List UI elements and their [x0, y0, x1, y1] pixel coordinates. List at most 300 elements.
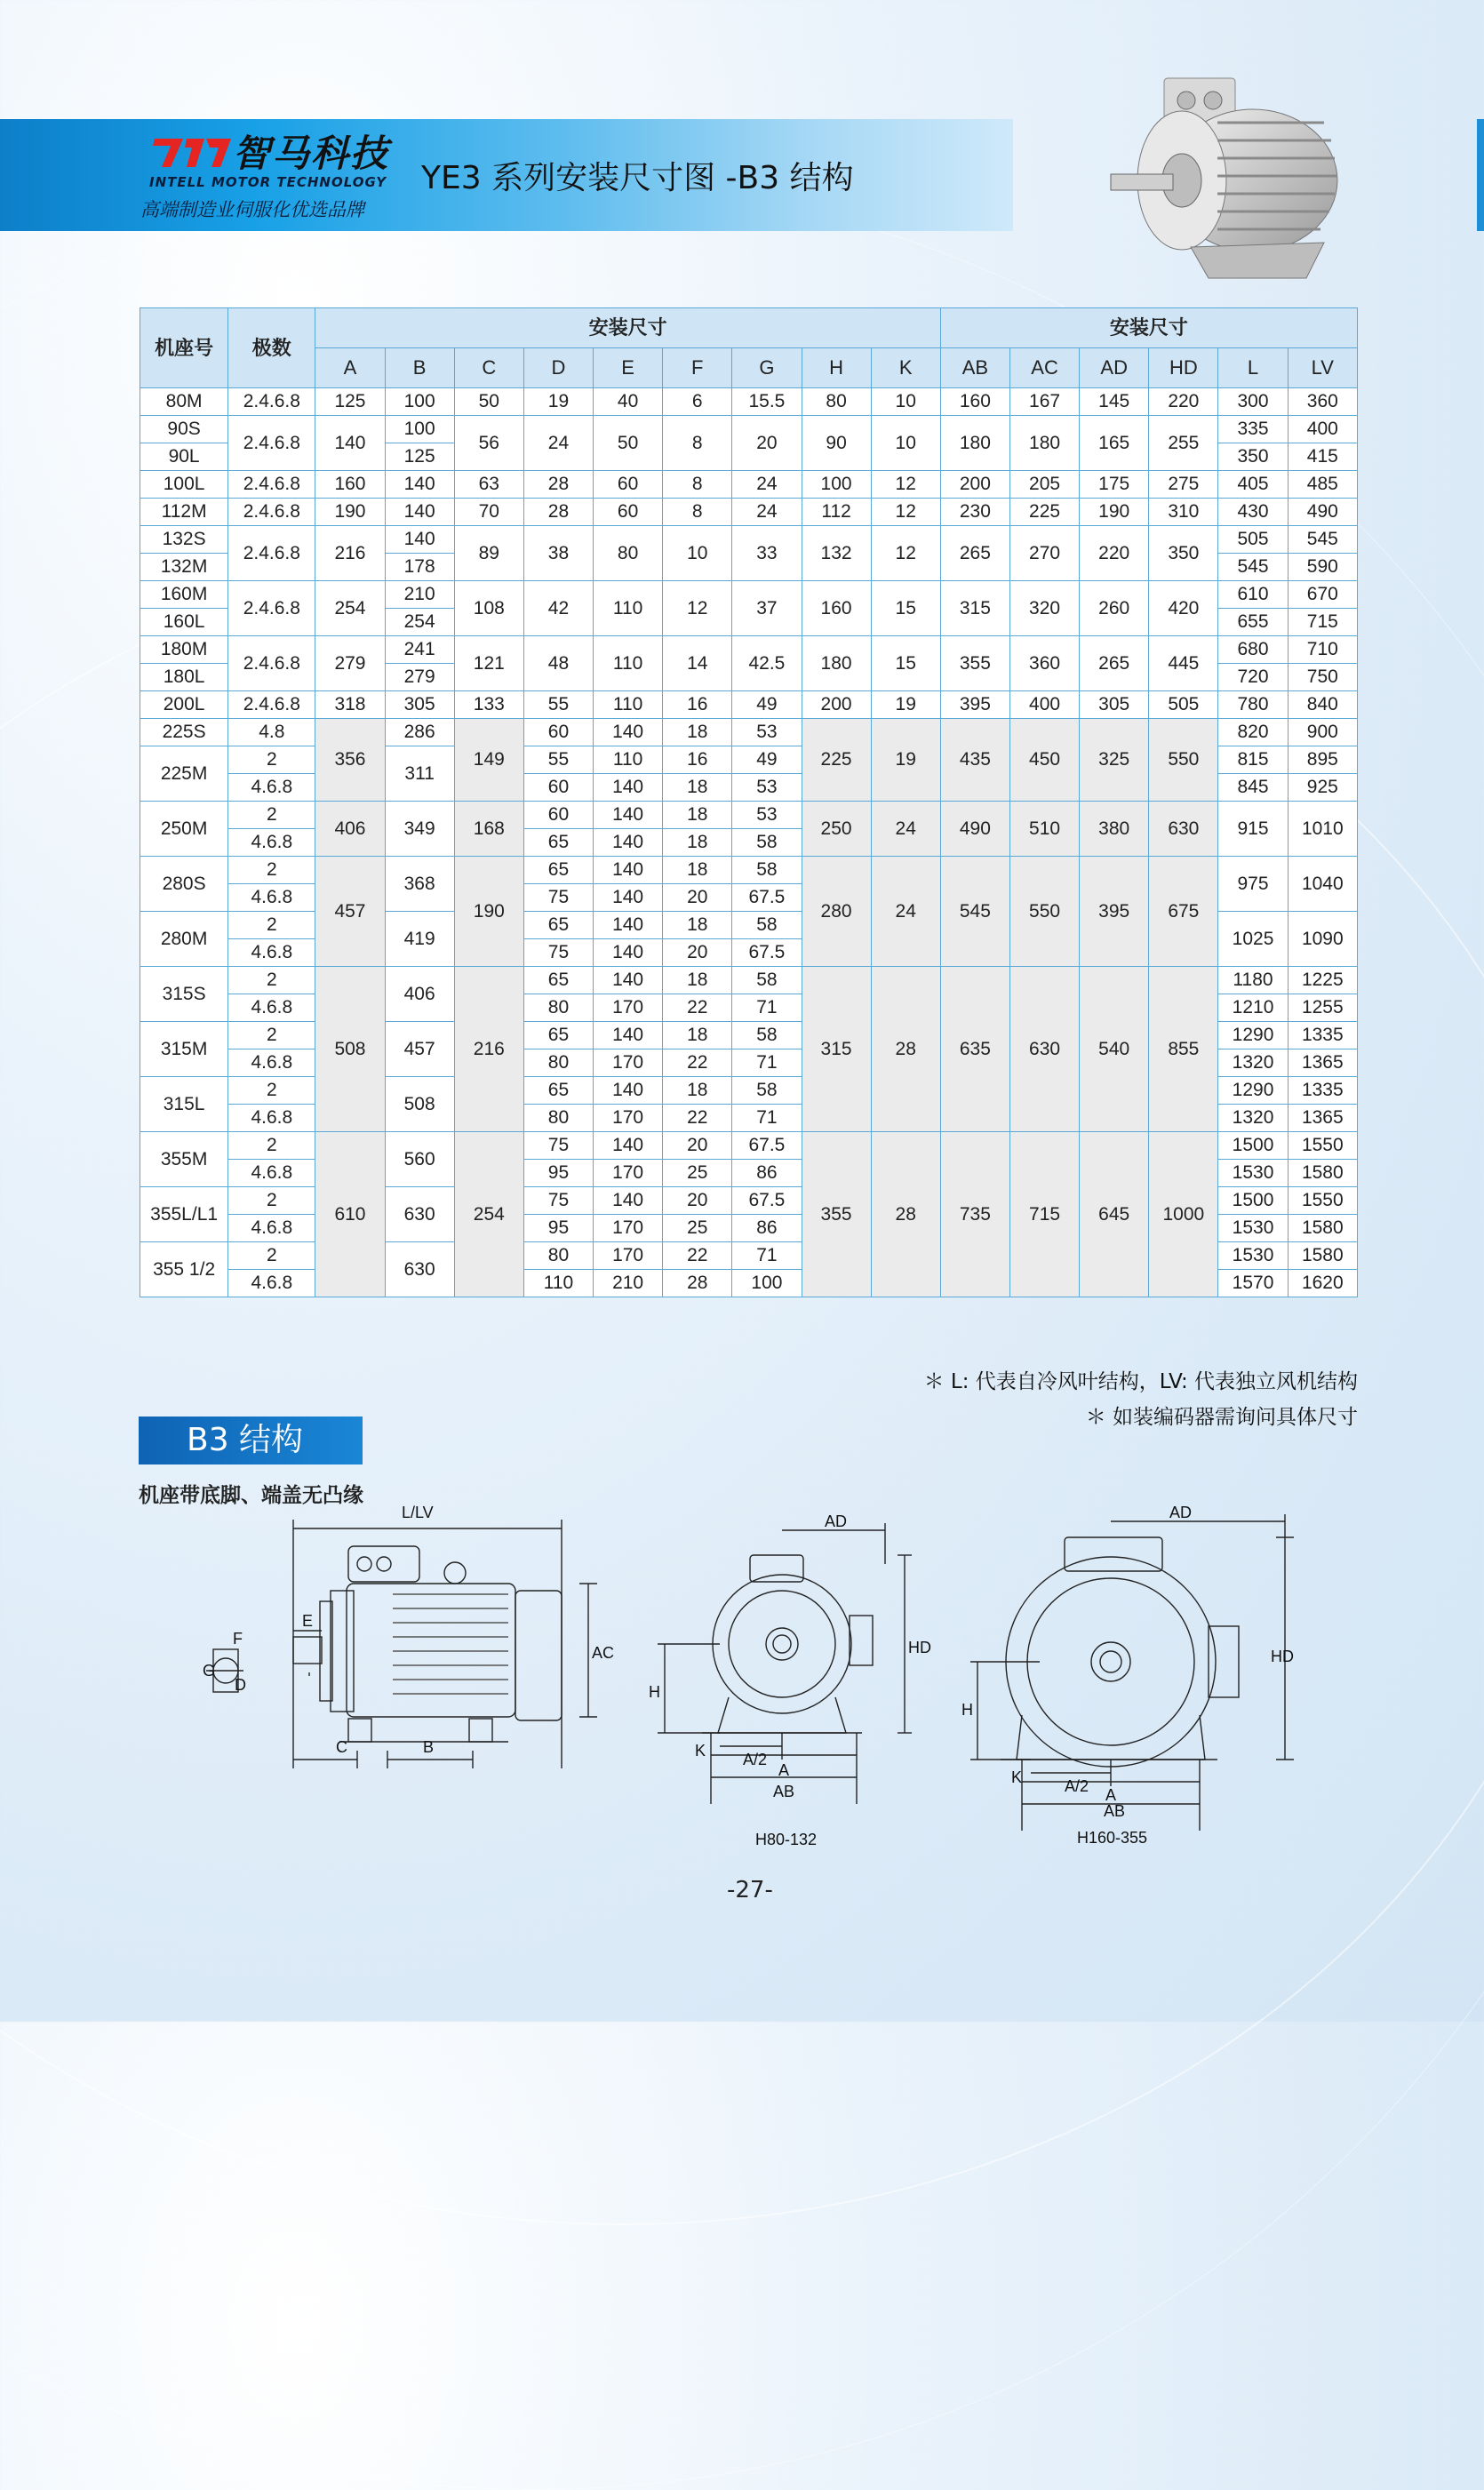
dim-g: G: [203, 1662, 216, 1680]
col-header: AC: [1009, 348, 1079, 388]
table-cell: 33: [732, 526, 802, 581]
header-group-1: 安装尺寸: [315, 308, 940, 348]
table-cell: 1365: [1288, 1049, 1357, 1077]
table-cell: 675: [1149, 857, 1218, 967]
dimension-table: [140, 307, 1358, 1297]
table-cell: 110: [523, 1270, 593, 1297]
table-cell: 100L: [140, 471, 228, 499]
table-cell: 4.6.8: [228, 1105, 315, 1132]
table-cell: 205: [1009, 471, 1079, 499]
table-cell: 132S: [140, 526, 228, 554]
col-header: G: [732, 348, 802, 388]
table-cell: 167: [1009, 388, 1079, 416]
table-cell: 112M: [140, 499, 228, 526]
table-cell: 80: [523, 1105, 593, 1132]
table-cell: 80: [523, 1242, 593, 1270]
table-cell: 4.6.8: [228, 774, 315, 802]
table-cell: 18: [663, 857, 732, 884]
table-cell: 1290: [1218, 1077, 1288, 1105]
table-cell: 16: [663, 691, 732, 719]
table-cell: 315: [940, 581, 1009, 636]
col-header: H: [802, 348, 871, 388]
table-cell: 140: [385, 499, 454, 526]
dim-ab: AB: [773, 1783, 795, 1800]
table-cell: 24: [871, 857, 940, 967]
table-cell: 8: [663, 499, 732, 526]
table-cell: 2: [228, 857, 315, 884]
table-cell: 925: [1288, 774, 1357, 802]
table-cell: 349: [385, 802, 454, 857]
table-cell: 715: [1288, 609, 1357, 636]
table-row: [140, 636, 1358, 664]
table-cell: 200: [940, 471, 1009, 499]
table-cell: 12: [871, 471, 940, 499]
table-cell: 53: [732, 802, 802, 829]
table-cell: 18: [663, 967, 732, 994]
table-cell: 90S: [140, 416, 228, 443]
table-cell: 65: [523, 829, 593, 857]
table-cell: 2.4.6.8: [228, 581, 315, 636]
col-header: K: [871, 348, 940, 388]
table-cell: 18: [663, 829, 732, 857]
table-cell: 75: [523, 939, 593, 967]
table-cell: 121: [454, 636, 523, 691]
table-cell: 100: [732, 1270, 802, 1297]
table-cell: 90L: [140, 443, 228, 471]
table-cell: 140: [594, 1077, 663, 1105]
table-cell: 750: [1288, 664, 1357, 691]
drawing-caption-h160-355: H160-355: [1077, 1829, 1148, 1847]
table-cell: 190: [454, 857, 523, 967]
table-cell: 680: [1218, 636, 1288, 664]
table-cell: 49: [732, 746, 802, 774]
table-cell: 28: [663, 1270, 732, 1297]
table-cell: 4.6.8: [228, 1215, 315, 1242]
table-cell: 630: [385, 1187, 454, 1242]
table-cell: 55: [523, 691, 593, 719]
table-cell: 67.5: [732, 939, 802, 967]
table-cell: 112: [802, 499, 871, 526]
table-cell: 55: [523, 746, 593, 774]
table-cell: 457: [315, 857, 385, 967]
dim-h: H: [649, 1683, 660, 1701]
dim-a: A: [778, 1761, 790, 1779]
dim-a: A: [1105, 1786, 1117, 1804]
table-cell: 18: [663, 912, 732, 939]
page-number: -27-: [727, 1877, 773, 1903]
table-cell: 2.4.6.8: [228, 471, 315, 499]
table-cell: 140: [594, 829, 663, 857]
table-cell: 15.5: [732, 388, 802, 416]
header-edge: [1477, 119, 1484, 231]
table-cell: 71: [732, 1242, 802, 1270]
table-cell: 58: [732, 967, 802, 994]
table-cell: 1570: [1218, 1270, 1288, 1297]
table-cell: 180: [802, 636, 871, 691]
table-cell: 50: [454, 388, 523, 416]
table-cell: 1500: [1218, 1132, 1288, 1160]
table-cell: 20: [663, 939, 732, 967]
table-cell: 210: [385, 581, 454, 609]
header-poles: 极数: [228, 308, 315, 388]
table-cell: 4.6.8: [228, 1160, 315, 1187]
table-cell: 38: [523, 526, 593, 581]
table-cell: 590: [1288, 554, 1357, 581]
table-cell: 1320: [1218, 1105, 1288, 1132]
table-cell: 1550: [1288, 1132, 1357, 1160]
table-cell: 255: [1149, 416, 1218, 471]
table-cell: 75: [523, 884, 593, 912]
page-title: YE3 系列安装尺寸图 -B3 结构: [421, 160, 854, 196]
table-cell: 25: [663, 1215, 732, 1242]
table-cell: 140: [594, 939, 663, 967]
table-cell: 610: [1218, 581, 1288, 609]
table-cell: 140: [594, 857, 663, 884]
table-cell: 60: [523, 719, 593, 746]
table-row: [140, 1132, 1358, 1160]
table-cell: 445: [1149, 636, 1218, 691]
table-cell: 210: [594, 1270, 663, 1297]
table-cell: 22: [663, 1105, 732, 1132]
table-cell: 355 1/2: [140, 1242, 228, 1297]
table-cell: 655: [1218, 609, 1288, 636]
table-row: [140, 416, 1358, 443]
table-cell: 2: [228, 967, 315, 994]
note-l-lv: ＊ L: 代表自冷风叶结构，LV: 代表独立风机结构: [923, 1370, 1358, 1393]
table-cell: 1090: [1288, 912, 1357, 967]
dim-h: H: [961, 1701, 973, 1719]
table-cell: 216: [315, 526, 385, 581]
table-cell: 2: [228, 746, 315, 774]
table-cell: 315M: [140, 1022, 228, 1077]
table-cell: 415: [1288, 443, 1357, 471]
table-cell: 315L: [140, 1077, 228, 1132]
table-cell: 165: [1080, 416, 1149, 471]
dim-hd: HD: [908, 1639, 931, 1656]
front-view-h80-132: [640, 1511, 933, 1857]
table-cell: 140: [594, 912, 663, 939]
table-cell: 280M: [140, 912, 228, 967]
table-cell: 170: [594, 1160, 663, 1187]
table-row: [140, 857, 1358, 884]
table-cell: 630: [385, 1242, 454, 1297]
table-cell: 63: [454, 471, 523, 499]
table-cell: 170: [594, 994, 663, 1022]
table-cell: 1530: [1218, 1160, 1288, 1187]
table-cell: 75: [523, 1187, 593, 1215]
table-cell: 630: [1009, 967, 1079, 1132]
table-cell: 178: [385, 554, 454, 581]
table-cell: 635: [940, 967, 1009, 1132]
table-cell: 24: [732, 471, 802, 499]
table-cell: 855: [1149, 967, 1218, 1132]
table-cell: 170: [594, 1049, 663, 1077]
table-cell: 80: [523, 994, 593, 1022]
table-cell: 160: [315, 471, 385, 499]
table-cell: 320: [1009, 581, 1079, 636]
table-cell: 67.5: [732, 1132, 802, 1160]
table-cell: 67.5: [732, 884, 802, 912]
table-cell: 225: [802, 719, 871, 802]
table-cell: 270: [1009, 526, 1079, 581]
table-cell: 12: [663, 581, 732, 636]
table-cell: 20: [663, 1132, 732, 1160]
table-row: [140, 691, 1358, 719]
table-cell: 1225: [1288, 967, 1357, 994]
table-cell: 58: [732, 1022, 802, 1049]
col-header: C: [454, 348, 523, 388]
table-cell: 840: [1288, 691, 1357, 719]
table-cell: 80: [802, 388, 871, 416]
col-header: A: [315, 348, 385, 388]
table-cell: 65: [523, 1022, 593, 1049]
table-cell: 260: [1080, 581, 1149, 636]
col-header: LV: [1288, 348, 1357, 388]
table-cell: 915: [1218, 802, 1288, 857]
table-cell: 160: [940, 388, 1009, 416]
table-cell: 420: [1149, 581, 1218, 636]
table-cell: 42: [523, 581, 593, 636]
table-cell: 780: [1218, 691, 1288, 719]
table-cell: 70: [454, 499, 523, 526]
table-cell: 2: [228, 802, 315, 829]
table-cell: 71: [732, 1049, 802, 1077]
table-cell: 145: [1080, 388, 1149, 416]
table-cell: 12: [871, 499, 940, 526]
table-cell: 355L/L1: [140, 1187, 228, 1242]
table-cell: 42.5: [732, 636, 802, 691]
table-cell: 355: [940, 636, 1009, 691]
dim-c: C: [336, 1738, 347, 1756]
table-cell: 50: [594, 416, 663, 471]
table-cell: 4.6.8: [228, 1270, 315, 1297]
table-cell: 40: [594, 388, 663, 416]
col-header: D: [523, 348, 593, 388]
table-cell: 545: [1288, 526, 1357, 554]
table-cell: 710: [1288, 636, 1357, 664]
table-cell: 1620: [1288, 1270, 1357, 1297]
table-cell: 18: [663, 1022, 732, 1049]
table-cell: 10: [871, 416, 940, 471]
front-view-h160-355: [951, 1502, 1306, 1857]
table-cell: 110: [594, 636, 663, 691]
table-cell: 22: [663, 994, 732, 1022]
dim-d: D: [235, 1676, 246, 1694]
table-cell: 2: [228, 1242, 315, 1270]
table-cell: 16: [663, 746, 732, 774]
table-cell: 630: [1149, 802, 1218, 857]
dim-k: K: [1011, 1768, 1023, 1786]
table-cell: 24: [523, 416, 593, 471]
section-badge: B3 结构: [139, 1417, 363, 1464]
table-cell: 100: [385, 416, 454, 443]
table-cell: 149: [454, 719, 523, 802]
table-cell: 160: [802, 581, 871, 636]
table-cell: 360: [1009, 636, 1079, 691]
table-cell: 67.5: [732, 1187, 802, 1215]
table-cell: 250: [802, 802, 871, 857]
motor-photo: [1102, 69, 1351, 291]
table-cell: 2.4.6.8: [228, 636, 315, 691]
table-cell: 58: [732, 912, 802, 939]
table-cell: 18: [663, 802, 732, 829]
table-cell: 406: [385, 967, 454, 1022]
table-cell: 108: [454, 581, 523, 636]
table-cell: 125: [315, 388, 385, 416]
col-header: HD: [1149, 348, 1218, 388]
table-cell: 80M: [140, 388, 228, 416]
table-cell: 225S: [140, 719, 228, 746]
table-cell: 720: [1218, 664, 1288, 691]
table-cell: 2.4.6.8: [228, 526, 315, 581]
table-cell: 10: [871, 388, 940, 416]
table-cell: 24: [871, 802, 940, 857]
table-cell: 216: [454, 967, 523, 1132]
table-cell: 508: [385, 1077, 454, 1132]
table-cell: 540: [1080, 967, 1149, 1132]
table-cell: 505: [1149, 691, 1218, 719]
table-cell: 2.4.6.8: [228, 416, 315, 471]
table-cell: 37: [732, 581, 802, 636]
table-cell: 140: [385, 471, 454, 499]
table-cell: 2: [228, 1022, 315, 1049]
table-cell: 140: [594, 967, 663, 994]
table-row: [140, 471, 1358, 499]
table-cell: 71: [732, 1105, 802, 1132]
table-row: [140, 581, 1358, 609]
table-cell: 1530: [1218, 1215, 1288, 1242]
col-header: L: [1218, 348, 1288, 388]
table-cell: 1530: [1218, 1242, 1288, 1270]
table-cell: 86: [732, 1215, 802, 1242]
table-cell: 14: [663, 636, 732, 691]
table-cell: 22: [663, 1049, 732, 1077]
col-header: E: [594, 348, 663, 388]
table-cell: 18: [663, 719, 732, 746]
table-cell: 58: [732, 1077, 802, 1105]
table-cell: 15: [871, 636, 940, 691]
table-cell: 355M: [140, 1132, 228, 1187]
table-cell: 250M: [140, 802, 228, 857]
brand-english-name: INTELL MOTOR TECHNOLOGY: [149, 174, 387, 190]
table-cell: 60: [523, 774, 593, 802]
table-cell: 80: [594, 526, 663, 581]
table-cell: 110: [594, 746, 663, 774]
brand-logo-icon: [151, 132, 233, 176]
table-cell: 419: [385, 912, 454, 967]
header-frame-no: 机座号: [140, 308, 228, 388]
table-cell: 845: [1218, 774, 1288, 802]
table-cell: 28: [871, 967, 940, 1132]
table-cell: 15: [871, 581, 940, 636]
table-cell: 65: [523, 967, 593, 994]
table-cell: 4.6.8: [228, 939, 315, 967]
table-cell: 895: [1288, 746, 1357, 774]
table-cell: 2.4.6.8: [228, 499, 315, 526]
table-cell: 508: [315, 967, 385, 1132]
col-header: AB: [940, 348, 1009, 388]
table-cell: 80: [523, 1049, 593, 1077]
note-encoder: ＊ 如装编码器需询问具体尺寸: [1085, 1406, 1358, 1429]
table-cell: 19: [523, 388, 593, 416]
table-cell: 225: [1009, 499, 1079, 526]
table-cell: 160L: [140, 609, 228, 636]
table-cell: 735: [940, 1132, 1009, 1297]
table-cell: 160M: [140, 581, 228, 609]
section-subtitle: 机座带底脚、端盖无凸缘: [139, 1484, 363, 1507]
table-cell: 1180: [1218, 967, 1288, 994]
table-cell: 400: [1009, 691, 1079, 719]
table-cell: 10: [663, 526, 732, 581]
table-row: [140, 388, 1358, 416]
table-cell: 125: [385, 443, 454, 471]
table-cell: 2: [228, 1077, 315, 1105]
table-cell: 4.6.8: [228, 829, 315, 857]
table-cell: 975: [1218, 857, 1288, 912]
table-cell: 1500: [1218, 1187, 1288, 1215]
table-cell: 279: [385, 664, 454, 691]
dim-b: B: [423, 1738, 435, 1756]
table-cell: 25: [663, 1160, 732, 1187]
table-cell: 140: [594, 774, 663, 802]
table-cell: 265: [940, 526, 1009, 581]
table-cell: 2.4.6.8: [228, 388, 315, 416]
table-cell: 490: [940, 802, 1009, 857]
table-cell: 86: [732, 1160, 802, 1187]
table-cell: 715: [1009, 1132, 1079, 1297]
table-cell: 24: [732, 499, 802, 526]
table-cell: 60: [594, 471, 663, 499]
table-cell: 71: [732, 994, 802, 1022]
table-cell: 8: [663, 416, 732, 471]
table-cell: 280: [802, 857, 871, 967]
table-cell: 254: [454, 1132, 523, 1297]
table-cell: 450: [1009, 719, 1079, 802]
table-cell: 20: [663, 884, 732, 912]
table-cell: 4.8: [228, 719, 315, 746]
table-cell: 140: [315, 416, 385, 471]
table-cell: 1210: [1218, 994, 1288, 1022]
table-cell: 280S: [140, 857, 228, 912]
table-cell: 18: [663, 774, 732, 802]
table-cell: 48: [523, 636, 593, 691]
table-cell: 505: [1218, 526, 1288, 554]
table-cell: 6: [663, 388, 732, 416]
table-cell: 275: [1149, 471, 1218, 499]
table-cell: 220: [1080, 526, 1149, 581]
drawing-caption-h80-132: H80-132: [755, 1831, 818, 1848]
table-cell: 305: [1080, 691, 1149, 719]
table-cell: 28: [871, 1132, 940, 1297]
table-cell: 2: [228, 912, 315, 939]
table-row: [140, 802, 1358, 829]
table-cell: 545: [940, 857, 1009, 967]
table-cell: 318: [315, 691, 385, 719]
table-cell: 140: [594, 802, 663, 829]
table-cell: 350: [1149, 526, 1218, 581]
table-cell: 170: [594, 1242, 663, 1270]
table-cell: 180L: [140, 664, 228, 691]
table-cell: 550: [1009, 857, 1079, 967]
table-cell: 190: [1080, 499, 1149, 526]
table-cell: 360: [1288, 388, 1357, 416]
table-cell: 20: [663, 1187, 732, 1215]
table-cell: 457: [385, 1022, 454, 1077]
table-row: [140, 967, 1358, 994]
table-cell: 28: [523, 471, 593, 499]
table-cell: 65: [523, 857, 593, 884]
table-cell: 254: [315, 581, 385, 636]
